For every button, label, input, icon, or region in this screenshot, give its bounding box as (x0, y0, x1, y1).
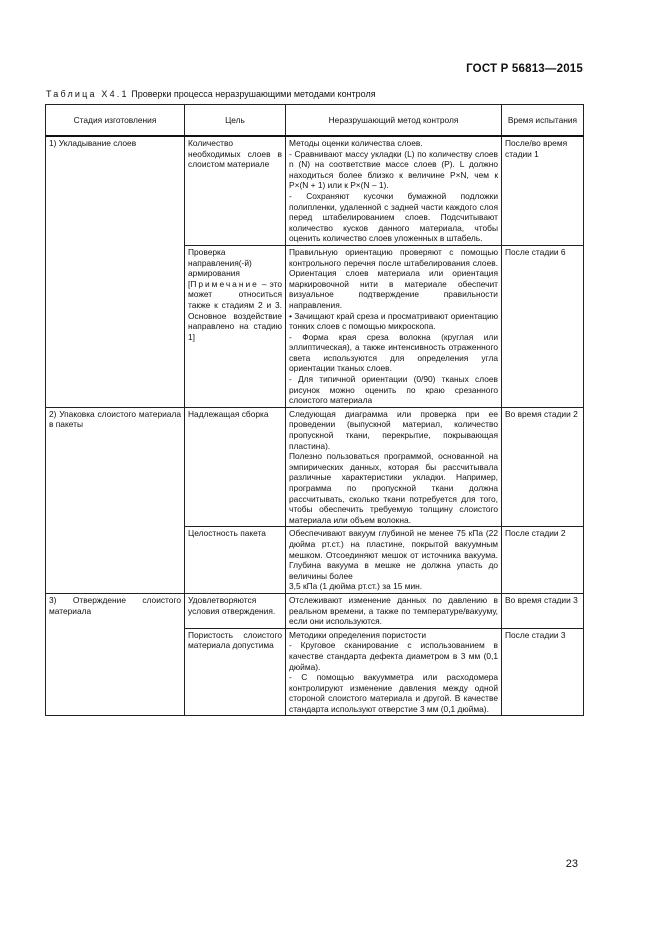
method-line: Отслеживают изменение данных по давлению в реальном времени, а также по температуре/вакууму, если они используются. (289, 594, 498, 627)
cell-method (286, 407, 502, 527)
cell-time: После стадии 3 (502, 628, 584, 716)
method-line: Методы оценки количества слоев. (289, 138, 423, 148)
cell-goal: Количество необходимых слоев в слоистом материале (185, 136, 286, 245)
cell-goal: Целостность пакета (185, 527, 286, 594)
cell-goal (185, 245, 286, 407)
table-row (46, 136, 584, 245)
method-line: - С помощью вакуумметра или расходомера контролируют изменение давления между одной стороной слоистого материала и другой. В качестве стандарта используют отверстие 3 мм (0,1 дюйма). (289, 672, 498, 714)
header-goal: Цель (185, 105, 286, 137)
cell-time: После стадии 2 (502, 527, 584, 594)
table-caption (46, 89, 376, 99)
cell-time: Во время стадии 3 (502, 593, 584, 628)
method-line: - Сохраняют кусочки бумажной подложки полипленки, удаленной с задней части каждого слоя перед штабелированием слоев. Подсчитывают количество кусков данного материала, чтобы оценить количество слоев уложенных в штабель. (289, 190, 498, 244)
method-line: Методики определения пористости (289, 629, 427, 640)
cell-method (286, 628, 502, 716)
table-row (46, 593, 584, 628)
method-line: - Форма края среза волокна (круглая или эллиптическая), а также интенсивность отраженного света используются для определения угла ориентации тканых слоев. (289, 331, 498, 374)
table-row (46, 407, 584, 527)
page-number: 23 (565, 858, 578, 870)
header-time: Время испытания (502, 105, 584, 137)
header-stage: Стадия изготовления (46, 105, 185, 137)
cell-stage: 1) Укладывание слоев (46, 136, 185, 407)
cell-stage: 3) Отверждение слоистого материала (46, 593, 185, 716)
method-line: Полезно пользоваться программой, основанной на эмпирических данных, которая бы рассчитывала различные характеристики укладки. Например, программа по пропускной ткани должна рассчитывать, сколько ткани потребуется для того, чтобы обеспечить требуемую толщину слоистого материала или объем волокна. (289, 451, 498, 525)
cell-stage: 2) Упаковка слоистого материала в пакеты (46, 407, 185, 593)
cell-method (286, 527, 502, 594)
cell-method (286, 245, 502, 407)
goal-note-text: – это может относиться также к стадиям 2 и 3. Основное воздействие направлено на стадию 1] (188, 278, 282, 342)
method-line: - Для типичной ориентации (0/90) тканых слоев рисунок можно оценить по краю срезанного слоистого материала (289, 374, 498, 406)
cell-time: После стадии 6 (502, 245, 584, 407)
cell-time: После/во время стадии 1 (502, 136, 584, 245)
method-line: - Круговое сканирование с использованием в качестве стандарта дефекта диаметром в 3 мм (0,1 дюйма). (289, 640, 498, 672)
cell-method (286, 136, 502, 245)
method-line: Обеспечивают вакуум глубиной не менее 75 кПа (22 дюйма рт.ст.) на пластине, покрытой вакуумным мешком. Отсоединяют мешок от источника вакуума. Глубина вакуума в мешке не должна упасть до величины более (289, 528, 498, 581)
cell-method (286, 593, 502, 628)
method-line: • Зачищают край среза и просматривают ориентацию тонких слоев с помощью микроскопа. (289, 310, 498, 332)
method-line: Следующая диаграмма или проверка при ее проведении (выпускной материал, количество пропускной ткани, перекрытие, покрывающая пластина). (289, 408, 498, 451)
table-caption-label: Таблица Х4.1 (46, 89, 129, 99)
table-header-row (46, 105, 584, 137)
cell-goal: Пористость слоистого материала допустима (185, 628, 286, 716)
method-line: Правильную ориентацию проверяют с помощью контрольного перечня после штабелирования слоев. Ориентация слоев материала или ориентация маркировочной нити в материале обеспечит визуальное подтверждение правильности направления. (289, 246, 498, 310)
method-line: - Сравнивают массу укладки (L) по количеству слоев n (N) на соответствие массе слоев (P). L должно находиться более близко к величине P×N, чем к P×(N + 1) или к P×(N – 1). (289, 148, 498, 191)
cell-goal: Надлежащая сборка (185, 407, 286, 527)
table-caption-title: Проверки процесса неразрушающими методами контроля (131, 89, 376, 99)
header-method: Неразрушающий метод контроля (286, 105, 502, 137)
cell-goal: Удовлетворяются условия отверждения. (185, 593, 286, 628)
method-line: 3,5 кПа (1 дюйма рт.ст.) за 15 мин. (289, 581, 423, 592)
goal-main-text: Проверка направления(-й) армирования (188, 246, 252, 279)
goal-note: [Примечание – это может относиться также к стадиям 2 и 3. Основное воздействие направлено на стадию 1] (188, 278, 282, 342)
goal-note-label: Примечание (190, 278, 259, 289)
cell-time: Во время стадии 2 (502, 407, 584, 527)
standard-code: ГОСТ Р 56813—2015 (466, 63, 583, 75)
ndt-checks-table (45, 104, 584, 716)
